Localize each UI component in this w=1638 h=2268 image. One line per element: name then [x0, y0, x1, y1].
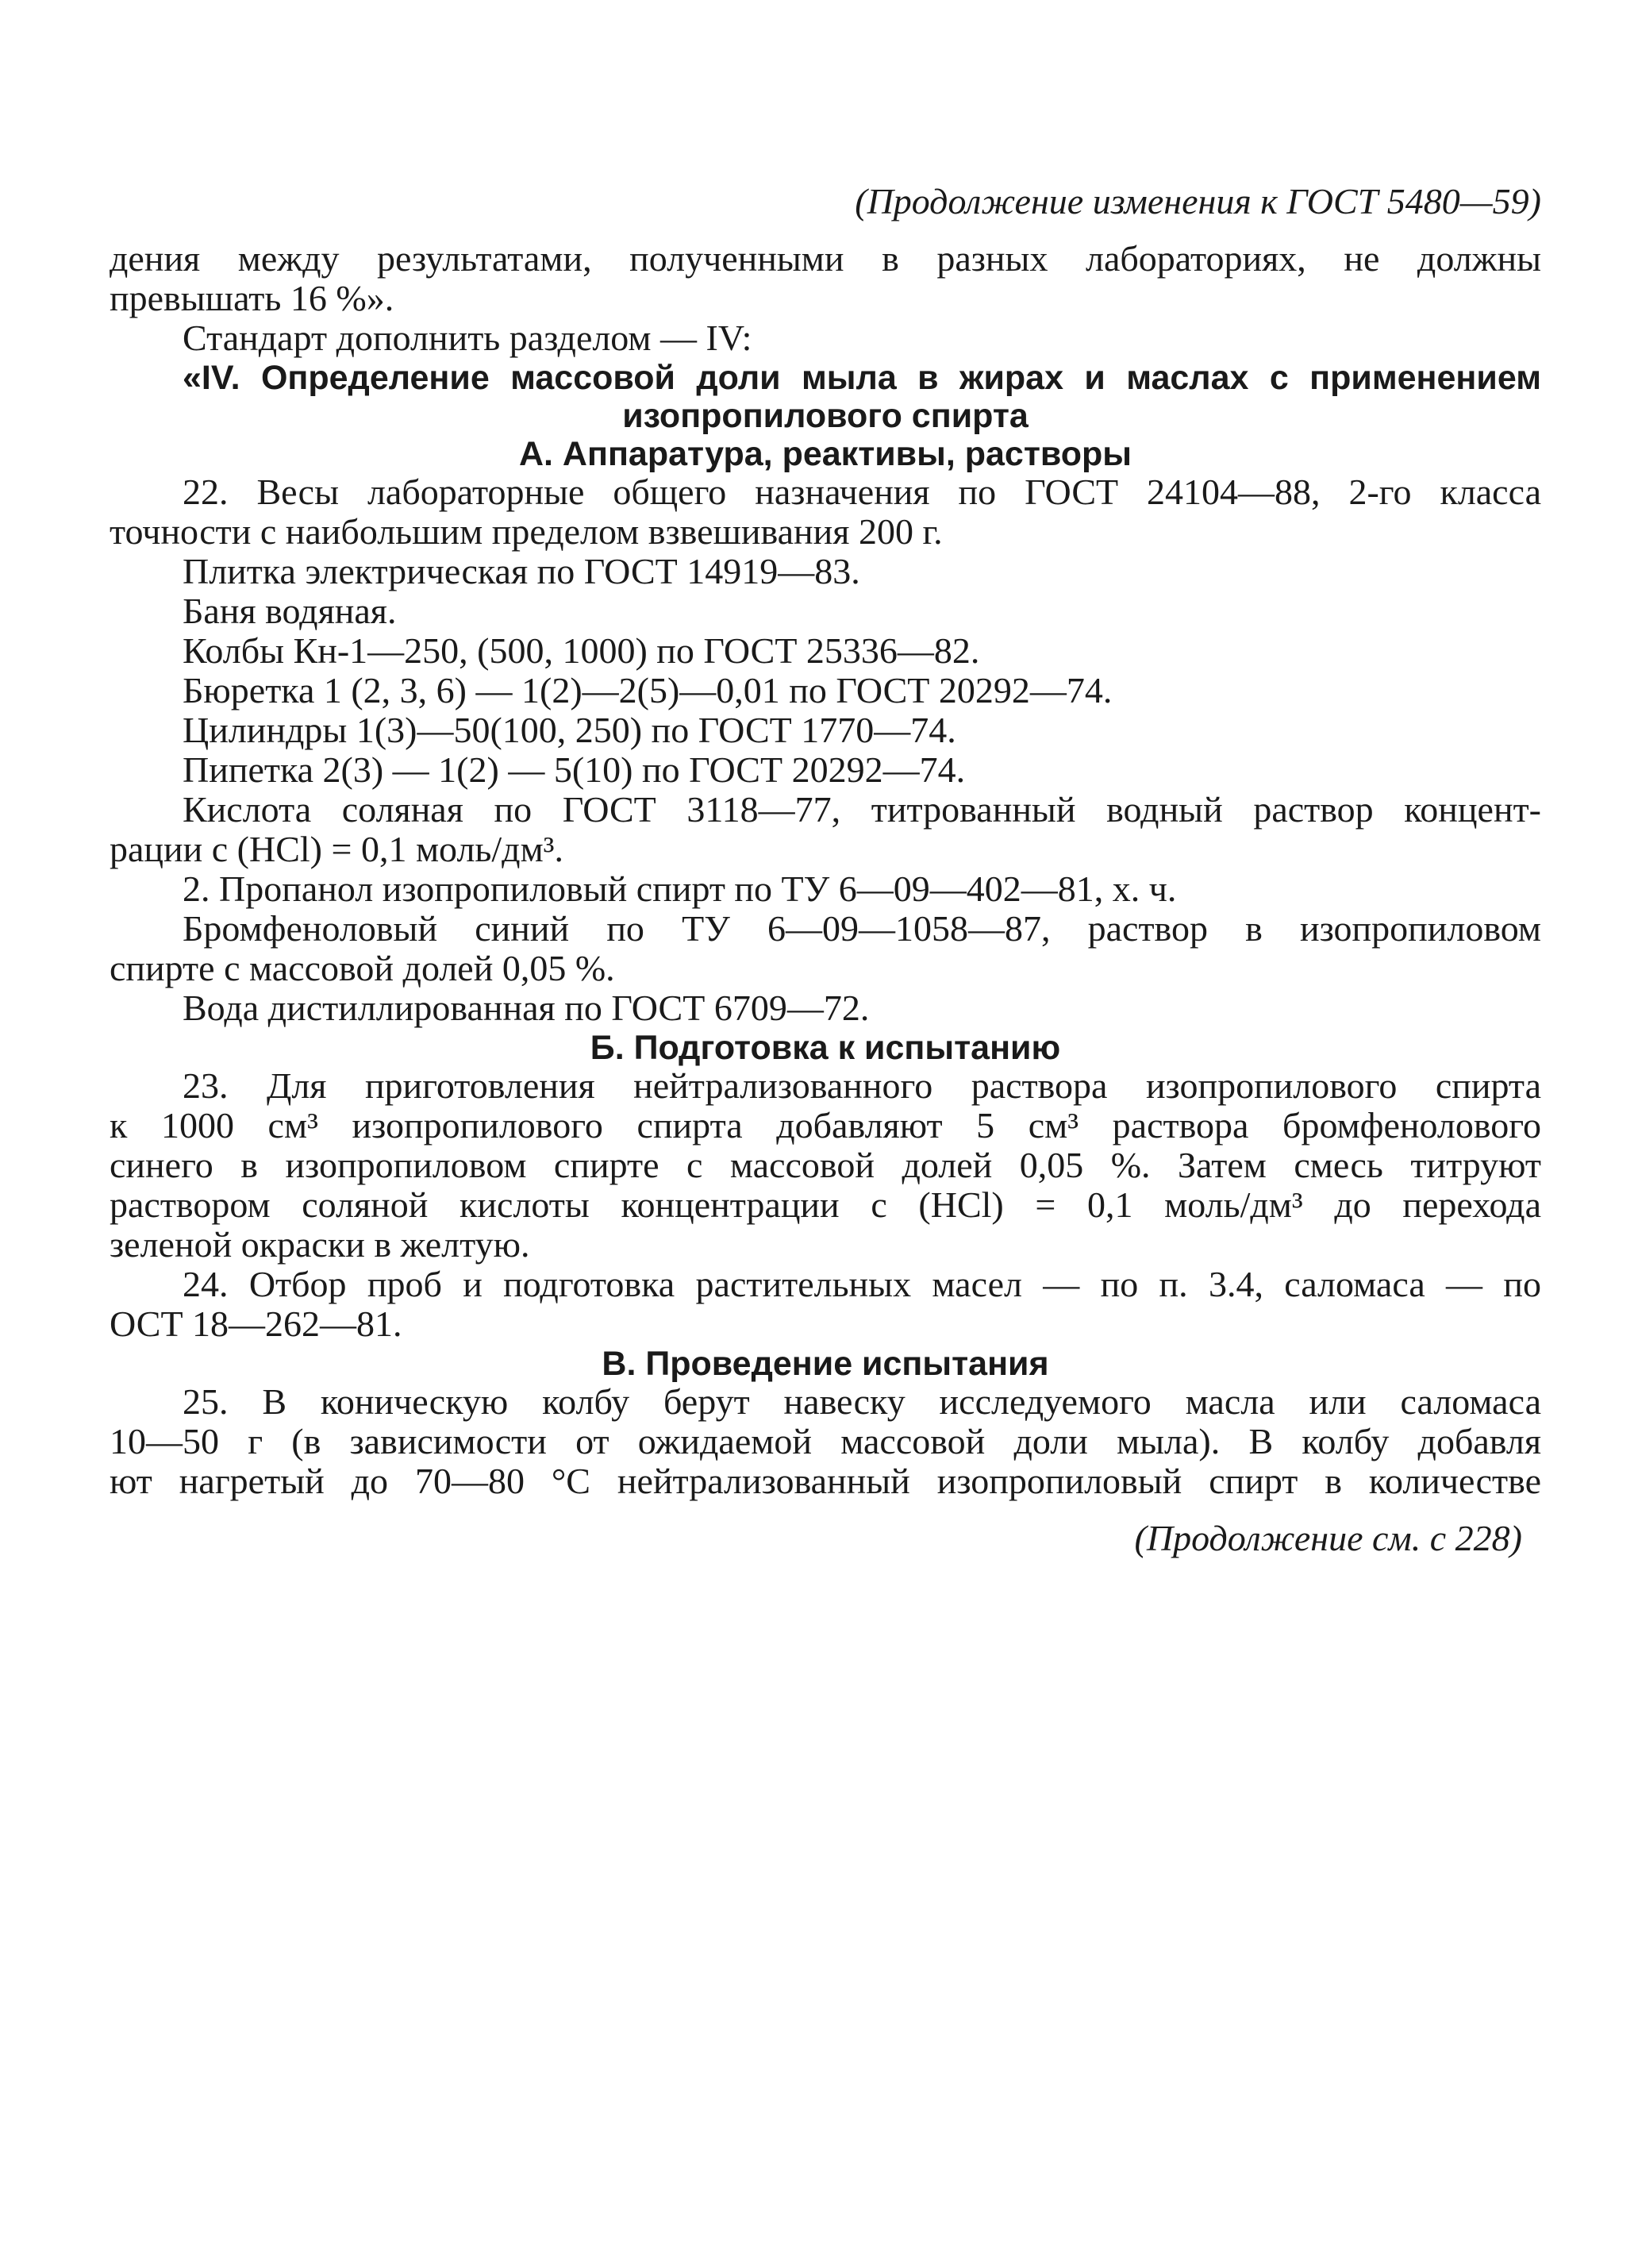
text-line: 22. Весы лабораторные общего назначения по ГОСТ 24104—88, 2-го класса	[183, 472, 1541, 512]
text-line: раствором соляной кислоты концентрации c (HCl) = 0,1 моль/дм³ до перехода	[110, 1184, 1541, 1225]
text-line: 2. Пропанол изопропиловый спирт по ТУ 6—09—402—81, х. ч.	[183, 868, 1177, 909]
subsection-heading: А. Аппаратура, реактивы, растворы	[518, 435, 1132, 473]
text-line: Бромфеноловый синий по ТУ 6—09—1058—87, раствор в изопропиловом	[183, 908, 1541, 949]
text-line: зеленой окраски в желтую.	[110, 1224, 530, 1265]
text-line: 25. В коническую колбу берут навеску исследуемого масла или саломаса	[183, 1381, 1541, 1422]
text-line: Колбы Кн-1—250, (500, 1000) по ГОСТ 25336—82.	[183, 630, 980, 671]
text-line: точности с наибольшим пределом взвешивания 200 г.	[110, 511, 943, 552]
text-line: Бюретка 1 (2, 3, 6) — 1(2)—2(5)—0,01 по ГОСТ 20292—74.	[183, 670, 1113, 710]
text-line: ют нагретый до 70—80 °С нейтрализованный изопропиловый спирт в количестве	[110, 1461, 1541, 1501]
page-header: (Продолжение изменения к ГОСТ 5480—59)	[855, 181, 1541, 221]
subsection-heading: В. Проведение испытания	[602, 1345, 1049, 1383]
text-line: Вода дистиллированная по ГОСТ 6709—72.	[183, 988, 870, 1028]
text-line: Баня водяная.	[183, 591, 397, 631]
text-line: 10—50 г (в зависимости от ожидаемой массовой доли мыла). В колбу добавля	[110, 1421, 1541, 1461]
text-line: синего в изопропиловом спирте с массовой долей 0,05 %. Затем смесь титруют	[110, 1145, 1541, 1185]
text-line: к 1000 см³ изопропилового спирта добавляют 5 см³ раствора бромфенолового	[110, 1105, 1541, 1146]
section-heading: «IV. Определение массовой доли мыла в жирах и маслах с применением	[183, 359, 1541, 397]
text-line: дения между результатами, полученными в разных лабораториях, не должны	[110, 238, 1541, 279]
text-line: Стандарт дополнить разделом — IV:	[183, 318, 752, 358]
text-line: 23. Для приготовления нейтрализованного раствора изопропилового спирта	[183, 1065, 1541, 1106]
text-line: Кислота соляная по ГОСТ 3118—77, титрованный водный раствор концент-	[183, 789, 1541, 830]
text-line: превышать 16 %».	[110, 278, 394, 318]
section-heading: изопропилового спирта	[622, 397, 1029, 435]
text-line: Цилиндры 1(3)—50(100, 250) по ГОСТ 1770—74.	[183, 710, 956, 750]
subsection-heading: Б. Подготовка к испытанию	[590, 1029, 1061, 1067]
page-footer: (Продолжение см. с 228)	[1134, 1518, 1522, 1558]
text-line: Пипетка 2(3) — 1(2) — 5(10) по ГОСТ 20292—74.	[183, 749, 966, 790]
text-line: спирте с массовой долей 0,05 %.	[110, 948, 615, 988]
text-line: ОСТ 18—262—81.	[110, 1303, 402, 1344]
text-line: Плитка электрическая по ГОСТ 14919—83.	[183, 551, 860, 591]
text-line: 24. Отбор проб и подготовка растительных масел — по п. 3.4, саломаса — по	[183, 1264, 1541, 1304]
text-line: рации c (HCl) = 0,1 моль/дм³.	[110, 829, 563, 869]
